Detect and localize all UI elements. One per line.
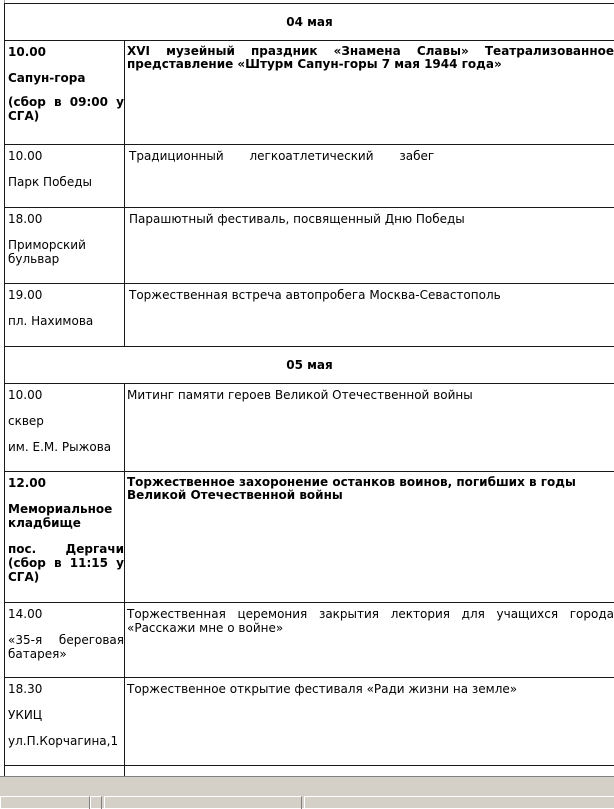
- table-row: [5, 678, 614, 766]
- event-time-place-cell: [5, 145, 125, 208]
- event-time: 14.00: [8, 607, 124, 621]
- date-heading: 04 мая: [5, 4, 614, 41]
- event-time: 10.00: [8, 388, 124, 402]
- event-place: Парк Победы: [8, 175, 124, 189]
- status-bar: [0, 776, 614, 808]
- event-time-place-cell: [5, 208, 125, 284]
- status-segment: [304, 796, 614, 809]
- event-title: Торжественная встреча автопробега Москва-Севастополь: [125, 284, 614, 347]
- empty-cell: [5, 766, 125, 777]
- event-title: Митинг памяти героев Великой Отечественной войны: [125, 384, 614, 472]
- status-segment: [104, 796, 302, 809]
- event-note: (сбор в 11:15 у СГА): [8, 556, 124, 584]
- table-row: [5, 603, 614, 678]
- event-place: Мемориальное кладбище: [8, 502, 118, 530]
- event-place: «35-я береговая батарея»: [8, 633, 124, 661]
- table-row: [5, 145, 614, 208]
- event-place-line2: ул.П.Корчагина,1: [8, 734, 124, 748]
- event-place: Приморский бульвар: [8, 238, 88, 266]
- event-time-place-cell: [5, 678, 125, 766]
- event-place-line2: пос. Дергачи: [8, 542, 124, 556]
- event-time: 10.00: [8, 45, 124, 59]
- empty-cell: [125, 766, 614, 777]
- event-place: сквер: [8, 414, 124, 428]
- event-title-cell: [125, 145, 614, 208]
- event-time: 18.00: [8, 212, 124, 226]
- date-row: [5, 4, 614, 41]
- table-row: [5, 472, 614, 603]
- event-title: Торжественное открытие фестиваля «Ради жизни на земле»: [125, 678, 614, 766]
- event-title: Торжественное захоронение останков воинов, погибших в годы Великой Отечественной войны: [125, 472, 614, 603]
- table-row: [5, 284, 614, 347]
- event-time-place-cell: [5, 384, 125, 472]
- event-time: 18.30: [8, 682, 124, 696]
- event-title: Парашютный фестиваль, посвященный Дню Победы: [125, 208, 614, 284]
- event-place: УКИЦ: [8, 708, 124, 722]
- table-row-empty: [5, 766, 614, 777]
- status-segment: [90, 796, 102, 809]
- table-row: [5, 384, 614, 472]
- event-place: Сапун-гора: [8, 71, 124, 85]
- date-row: [5, 347, 614, 384]
- event-time: 12.00: [8, 476, 124, 490]
- table-row: [5, 208, 614, 284]
- schedule-table: [4, 3, 614, 776]
- event-title: Торжественная церемония закрытия лектория для учащихся города «Расскажи мне о войне»: [125, 603, 614, 678]
- status-segment: [0, 796, 90, 809]
- event-place-line2: им. Е.М. Рыжова: [8, 440, 124, 454]
- table-row: [5, 41, 614, 145]
- event-time-place-cell: [5, 472, 125, 603]
- event-title: XVI музейный праздник «Знамена Славы» Театрализованное представление «Штурм Сапун-горы 7 мая 1944 года»: [125, 41, 614, 145]
- event-time: 19.00: [8, 288, 124, 302]
- event-note: (сбор в 09:00 у СГА): [8, 95, 124, 123]
- event-time: 10.00: [8, 149, 124, 163]
- event-place: пл. Нахимова: [8, 314, 124, 328]
- event-time-place-cell: [5, 41, 125, 145]
- event-time-place-cell: [5, 284, 125, 347]
- date-heading: 05 мая: [5, 347, 614, 384]
- event-time-place-cell: [5, 603, 125, 678]
- event-title: Традиционный легкоатлетический забег: [129, 149, 434, 163]
